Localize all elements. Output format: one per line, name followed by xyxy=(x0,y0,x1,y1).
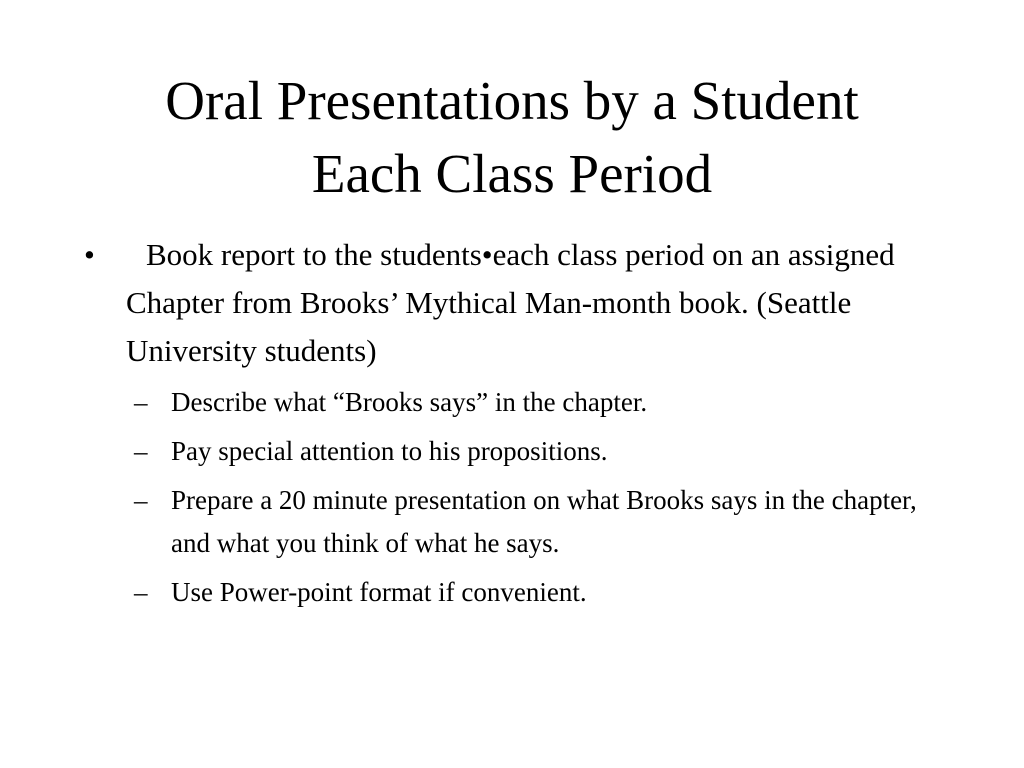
main-bullet-text: Book report to the students•each class period on an assigned Chapter from Brooks’ Mythical Man-month book. (Seattle University students) xyxy=(126,237,895,368)
slide-title xyxy=(60,64,964,210)
title-line-1: Oral Presentations by a Student xyxy=(165,70,859,131)
dash-icon: – xyxy=(134,436,148,466)
sub-bullet-list xyxy=(84,381,934,614)
main-bullet xyxy=(84,231,934,375)
dash-icon: – xyxy=(134,387,148,417)
sub-bullet-item xyxy=(129,571,934,614)
slide-body xyxy=(84,231,934,620)
title-line-2: Each Class Period xyxy=(311,143,713,204)
sub-bullet-item xyxy=(129,479,934,565)
sub-bullet-text: Pay special attention to his propositions. xyxy=(171,436,608,466)
dash-icon: – xyxy=(134,485,148,515)
sub-bullet-item xyxy=(129,381,934,424)
dash-icon: – xyxy=(134,577,148,607)
sub-bullet-text: Prepare a 20 minute presentation on what Brooks says in the chapter, and what you think of what he says. xyxy=(171,485,917,558)
sub-bullet-text: Use Power-point format if convenient. xyxy=(171,577,587,607)
sub-bullet-item xyxy=(129,430,934,473)
bullet-icon: • xyxy=(84,237,95,272)
sub-bullet-text: Describe what “Brooks says” in the chapter. xyxy=(171,387,648,417)
